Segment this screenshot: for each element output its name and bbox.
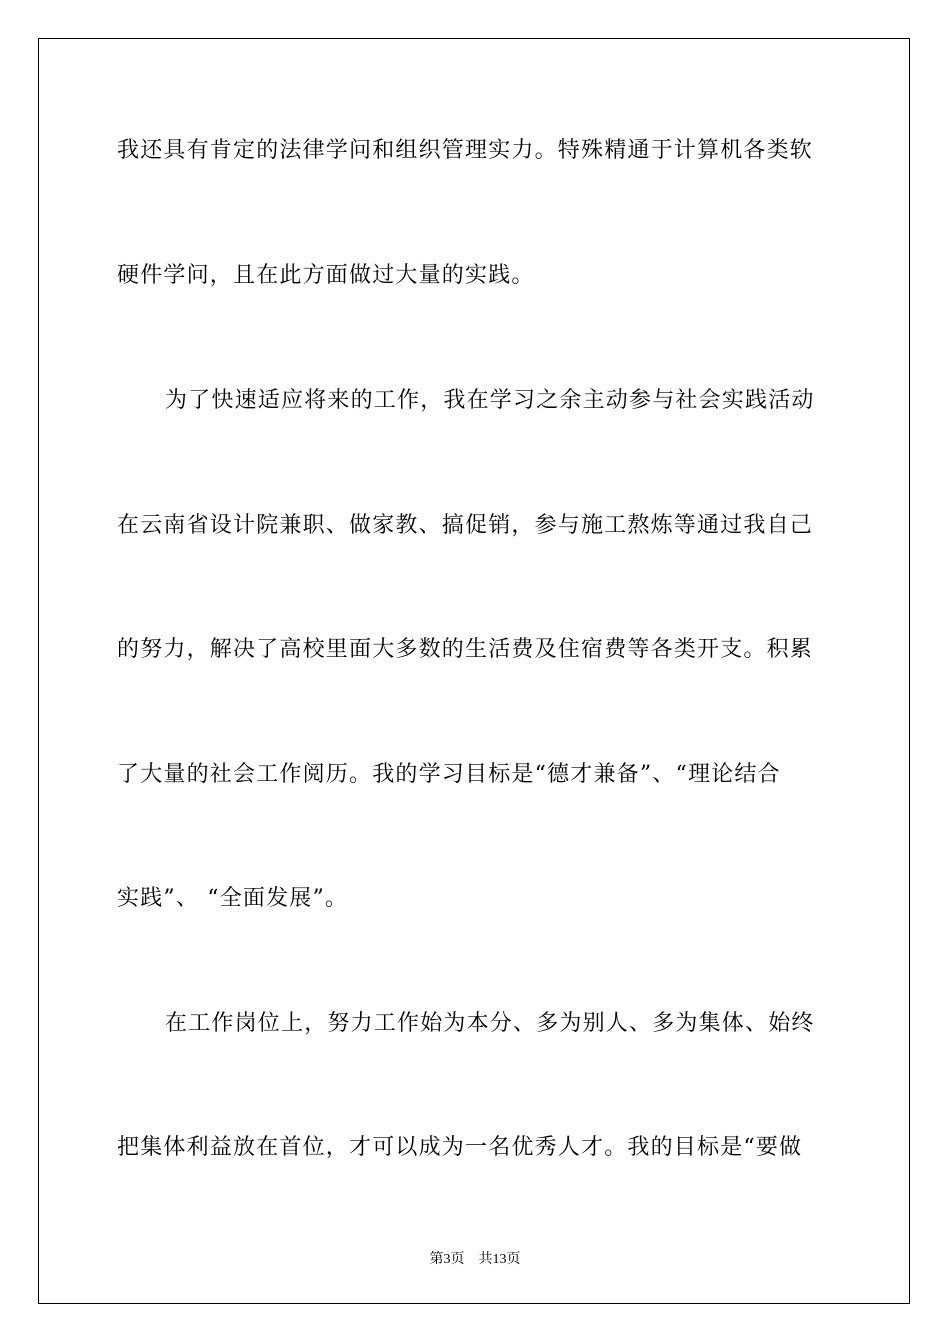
total-pages: 共13页 (478, 1252, 521, 1267)
text-line-4: 在云南省设计院兼职、做家教、搞促销，参与施工熬炼等通过我自己 (117, 513, 814, 538)
text-line-3: 为了快速适应将来的工作，我在学习之余主动参与社会实践活动 (165, 388, 815, 413)
text-line-7: 实践”、 “全面发展”。 (117, 886, 349, 911)
page-footer (0, 1248, 950, 1268)
text-line-2: 硬件学问，且在此方面做过大量的实践。 (117, 263, 535, 288)
text-line-5: 的努力，解决了高校里面大多数的生活费及住宿费等各类开支。积累 (117, 637, 814, 662)
text-line-8: 在工作岗位上，努力工作始为本分、多为别人、多为集体、始终 (165, 1011, 815, 1036)
text-line-1: 我还具有肯定的法律学问和组织管理实力。特殊精通于计算机各类软 (117, 138, 814, 163)
text-line-9: 把集体利益放在首位，才可以成为一名优秀人才。我的目标是“要做 (117, 1135, 803, 1160)
page-border (38, 38, 910, 1304)
text-line-6: 了大量的社会工作阅历。我的学习目标是“德才兼备”、“理论结合 (117, 762, 781, 787)
page-number: 第3页 (429, 1252, 465, 1267)
